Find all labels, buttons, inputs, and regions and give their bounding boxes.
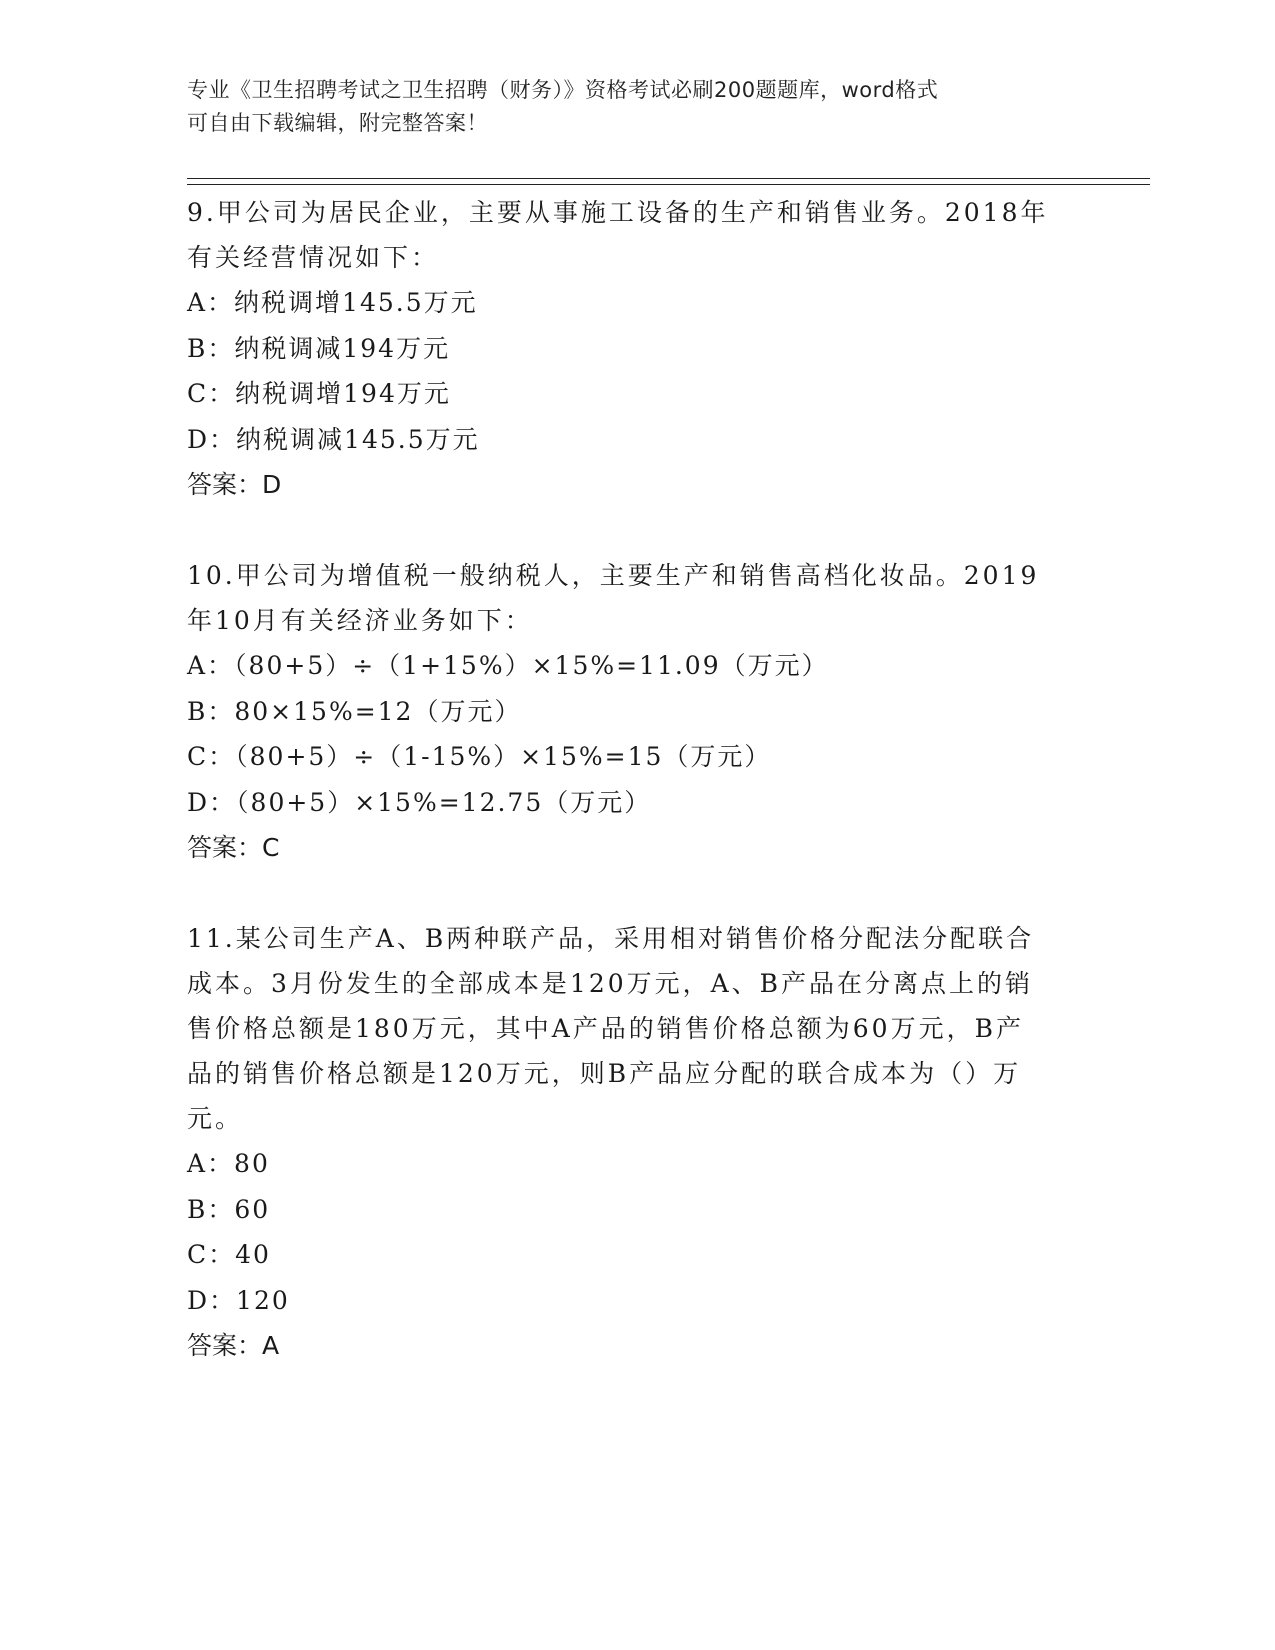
question-list: [187, 190, 1067, 1414]
option-c: C：纳税调增194万元: [187, 379, 451, 408]
question-text-line: 元。: [187, 1104, 244, 1133]
option-d: D：纳税调减145.5万元: [187, 424, 480, 454]
question-11: [187, 916, 1067, 1369]
option-d: D：120: [187, 1285, 290, 1315]
question-text-line: 9.甲公司为居民企业，主要从事施工设备的生产和销售业务。2018年: [187, 198, 1049, 227]
answer: 答案：A: [187, 1331, 280, 1360]
answer: 答案：C: [187, 833, 280, 862]
header-line-2: 可自由下载编辑，附完整答案！: [187, 111, 488, 135]
option-c: C：（80+5）÷（1-15%）×15%=15（万元）: [187, 742, 772, 771]
question-text-line: 有关经营情况如下：: [187, 243, 440, 272]
header-line-1: 专业《卫生招聘考试之卫生招聘（财务）》资格考试必刷200题题库，word格式: [187, 78, 939, 102]
option-a: A：80: [187, 1149, 270, 1178]
answer: 答案：D: [187, 470, 282, 499]
option-b: B：纳税调减194万元: [187, 333, 451, 363]
question-text-line: 年10月有关经济业务如下：: [187, 606, 533, 635]
option-d: D：（80+5）×15%=12.75（万元）: [187, 787, 652, 817]
header-divider-top: [187, 178, 1150, 179]
question-9: [187, 190, 1067, 508]
header-divider-bottom: [187, 184, 1150, 185]
question-text-line: 品的销售价格总额是120万元，则B产品应分配的联合成本为（）万: [187, 1059, 1022, 1088]
question-10: [187, 553, 1067, 871]
question-text-line: 11.某公司生产A、B两种联产品，采用相对销售价格分配法分配联合: [187, 924, 1035, 953]
option-a: A：纳税调增145.5万元: [187, 288, 478, 317]
option-b: B：60: [187, 1194, 271, 1224]
option-a: A：（80+5）÷（1+15%）×15%=11.09（万元）: [187, 651, 829, 680]
question-text-line: 10.甲公司为增值税一般纳税人，主要生产和销售高档化妆品。2019: [187, 561, 1040, 590]
document-header: [187, 74, 1067, 140]
option-c: C：40: [187, 1240, 271, 1269]
question-text-line: 成本。3月份发生的全部成本是120万元，A、B产品在分离点上的销: [187, 969, 1034, 998]
question-text-line: 售价格总额是180万元，其中A产品的销售价格总额为60万元，B产: [187, 1014, 1024, 1043]
option-b: B：80×15%=12（万元）: [187, 696, 522, 726]
